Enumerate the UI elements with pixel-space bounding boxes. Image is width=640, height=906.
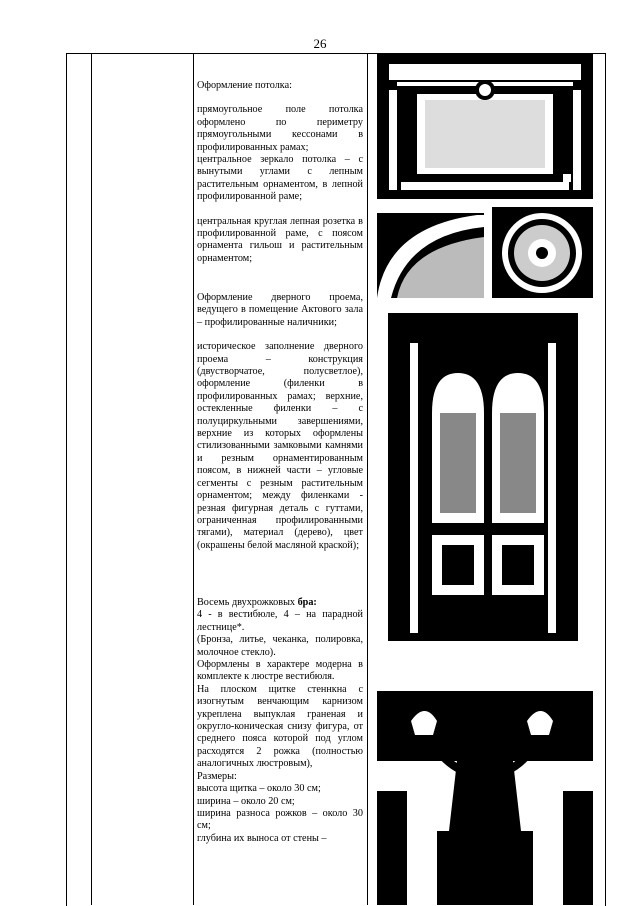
- door-heading: Оформление дверного проема, ведущего в помещение Актового зала – профилированные наличники;: [197, 292, 363, 328]
- sconce-dimensions-label: Размеры:: [197, 770, 237, 782]
- sconce-spread: ширина разноса рожков – около 30 см;: [197, 807, 363, 832]
- page-number: 26: [313, 36, 327, 51]
- ceiling-item-3: центральная круглая лепная розетка в профилированной раме, с поясом орнамента гильош и растительным орнаментом;: [197, 215, 363, 264]
- ceiling-description: [197, 80, 363, 265]
- sconce-lead: Восемь двухрожковых бра:: [197, 597, 317, 608]
- sconce-photo: [377, 691, 593, 905]
- ceiling-photo: [377, 54, 593, 199]
- door-description: [197, 292, 363, 552]
- column-divider: [91, 53, 92, 905]
- sconce-description: [197, 597, 363, 845]
- sconce-height: высота щитка – около 30 см;: [197, 783, 321, 795]
- rosette-photo: [492, 207, 593, 298]
- door-item-1: историческое заполнение дверного проема – конструкция (двустворчатое, полусветлое), оформление (филенки в профилированных рамах; верхние, остекленные филенки – с полуциркульными завершениями, верхние из которых оформлены стилизованными замковыми камнями и резным орнаментированным поясом, в нижней части – угловые сегменты с резным растительным орнаментом; между филенками - резная фигурная деталь с гуттами, ограниченная профилированными тягами), материал (дерево), цвет (окрашены белой масляной краской);: [197, 341, 363, 551]
- sconce-style: Оформлены в характере модерна в комплекте к люстре вестибюля.: [197, 659, 363, 683]
- ceiling-heading: Оформление потолка:: [197, 80, 292, 91]
- sconce-width: ширина – около 20 см;: [197, 795, 295, 807]
- ceiling-item-1: прямоугольное поле потолка оформлено по периметру прямоугольными кессонами в профилированных рамах;: [197, 104, 363, 153]
- ceiling-item-2: центральное зеркало потолка – с вынутыми углами с лепным растительным орнаментом, в лепной профилированной раме;: [197, 154, 363, 203]
- molding-detail-photo: [377, 207, 484, 298]
- sconce-depth: глубина их выноса от стены –: [197, 832, 327, 844]
- column-divider: [367, 53, 368, 905]
- column-divider: [193, 53, 194, 905]
- sconce-materials: (Бронза, литье, чеканка, полировка, молочное стекло).: [197, 634, 363, 658]
- sconce-form: На плоском щитке стеннкна с изогнутым венчающим карнизом укреплена выпуклая граненая и округло-коническая снизу фигура, от среднего пояса которой под углом расходятся 2 рожка (полностью аналогичных люстровым),: [197, 683, 363, 770]
- sconce-location: 4 - в вестибюле, 4 – на парадной лестнице*.: [197, 609, 363, 633]
- door-photo: [388, 313, 578, 641]
